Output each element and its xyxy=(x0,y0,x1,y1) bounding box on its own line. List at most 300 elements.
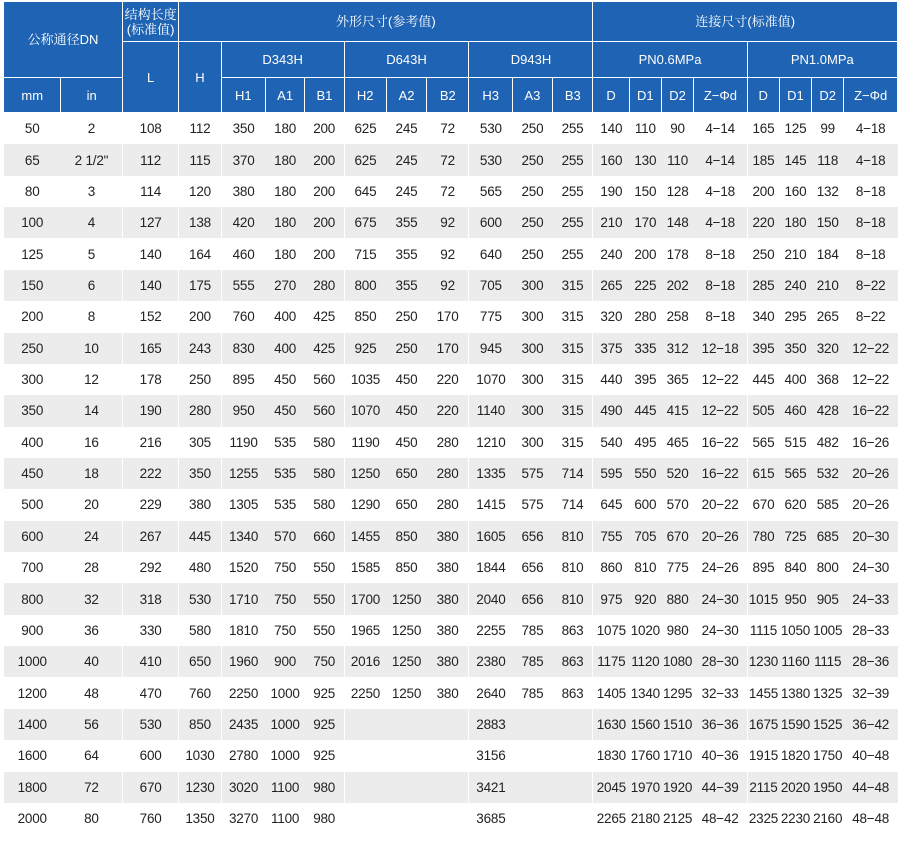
table-cell: 1080 xyxy=(661,646,693,677)
table-cell: 1020 xyxy=(629,615,661,646)
table-cell: 1630 xyxy=(593,709,629,740)
table-cell: 115 xyxy=(179,144,221,175)
table-cell: 8−18 xyxy=(694,301,747,332)
table-cell: 130 xyxy=(629,144,661,175)
table-cell xyxy=(344,772,386,803)
table-cell: 355 xyxy=(386,238,426,269)
table-cell: 99 xyxy=(812,113,844,145)
table-cell: 28−30 xyxy=(694,646,747,677)
table-cell: 128 xyxy=(661,176,693,207)
table-cell: 425 xyxy=(305,301,344,332)
header-sub-3: H2 xyxy=(344,78,386,113)
table-cell: 380 xyxy=(427,677,469,708)
table-cell: 925 xyxy=(305,740,344,771)
table-cell xyxy=(512,740,552,771)
table-cell: 810 xyxy=(629,552,661,583)
table-cell: 36−36 xyxy=(694,709,747,740)
table-cell: 2 1/2" xyxy=(61,144,122,175)
table-cell: 10 xyxy=(61,333,122,364)
table-cell: 1250 xyxy=(386,646,426,677)
table-cell: 44−39 xyxy=(694,772,747,803)
table-cell: 3421 xyxy=(469,772,512,803)
table-cell: 150 xyxy=(629,176,661,207)
header-d643h: D643H xyxy=(344,42,469,78)
table-cell: 315 xyxy=(553,301,593,332)
table-cell: 810 xyxy=(553,583,593,614)
table-cell: 1305 xyxy=(221,489,265,520)
table-cell: 320 xyxy=(593,301,629,332)
table-cell xyxy=(386,803,426,834)
table-cell: 800 xyxy=(4,583,61,614)
table-cell: 450 xyxy=(265,364,304,395)
valve-dimension-table xyxy=(3,1,898,834)
table-cell: 515 xyxy=(779,427,811,458)
table-body xyxy=(4,113,898,835)
table-row xyxy=(4,458,898,489)
table-cell: 863 xyxy=(553,615,593,646)
table-cell: 295 xyxy=(779,301,811,332)
table-cell: 335 xyxy=(629,333,661,364)
table-cell: 425 xyxy=(305,333,344,364)
table-cell: 80 xyxy=(4,176,61,207)
table-cell: 180 xyxy=(265,238,304,269)
table-cell: 220 xyxy=(747,207,779,238)
table-cell: 380 xyxy=(427,615,469,646)
table-cell: 750 xyxy=(305,646,344,677)
table-cell xyxy=(512,709,552,740)
table-cell: 150 xyxy=(812,207,844,238)
table-cell: 8−22 xyxy=(844,301,898,332)
table-cell: 1250 xyxy=(386,677,426,708)
header-sub-5: B2 xyxy=(427,78,469,113)
table-cell: 2125 xyxy=(661,803,693,834)
table-cell: 450 xyxy=(386,364,426,395)
table-cell: 175 xyxy=(179,270,221,301)
table-cell: 415 xyxy=(661,395,693,426)
table-cell: 2040 xyxy=(469,583,512,614)
table-cell: 900 xyxy=(4,615,61,646)
table-cell: 495 xyxy=(629,427,661,458)
table-cell: 1920 xyxy=(661,772,693,803)
table-cell: 132 xyxy=(812,176,844,207)
table-cell: 4−18 xyxy=(844,113,898,145)
table-cell: 920 xyxy=(629,583,661,614)
table-cell: 555 xyxy=(221,270,265,301)
table-cell: 1325 xyxy=(812,677,844,708)
table-cell: 72 xyxy=(61,772,122,803)
table-cell: 850 xyxy=(344,301,386,332)
table-cell: 8−18 xyxy=(844,176,898,207)
table-cell: 863 xyxy=(553,677,593,708)
table-cell: 1000 xyxy=(4,646,61,677)
table-row xyxy=(4,364,898,395)
table-cell: 1510 xyxy=(661,709,693,740)
table-cell: 1710 xyxy=(661,740,693,771)
table-row xyxy=(4,176,898,207)
table-cell: 190 xyxy=(122,395,178,426)
table-cell: 645 xyxy=(593,489,629,520)
table-cell: 2160 xyxy=(812,803,844,834)
table-cell: 200 xyxy=(305,207,344,238)
table-cell: 565 xyxy=(469,176,512,207)
table-cell: 265 xyxy=(812,301,844,332)
header-l: L xyxy=(122,42,178,113)
table-cell: 190 xyxy=(593,176,629,207)
table-cell: 760 xyxy=(122,803,178,834)
table-cell: 570 xyxy=(661,489,693,520)
table-cell: 535 xyxy=(265,458,304,489)
table-cell: 2250 xyxy=(221,677,265,708)
table-cell: 2000 xyxy=(4,803,61,834)
table-cell: 250 xyxy=(512,207,552,238)
table-cell: 1035 xyxy=(344,364,386,395)
table-cell: 1750 xyxy=(812,740,844,771)
table-cell: 112 xyxy=(122,144,178,175)
table-cell: 650 xyxy=(179,646,221,677)
table-cell: 1800 xyxy=(4,772,61,803)
table-cell: 2180 xyxy=(629,803,661,834)
table-cell: 152 xyxy=(122,301,178,332)
table-cell: 714 xyxy=(553,489,593,520)
table-cell: 1340 xyxy=(221,521,265,552)
table-cell: 705 xyxy=(629,521,661,552)
table-cell: 1844 xyxy=(469,552,512,583)
table-cell: 280 xyxy=(427,489,469,520)
table-cell: 320 xyxy=(812,333,844,364)
table-row xyxy=(4,301,898,332)
table-cell: 92 xyxy=(427,207,469,238)
table-cell: 20−26 xyxy=(844,489,898,520)
table-cell: 20−22 xyxy=(694,489,747,520)
table-cell: 225 xyxy=(629,270,661,301)
table-cell: 300 xyxy=(512,301,552,332)
table-row xyxy=(4,803,898,834)
table-cell: 4−14 xyxy=(694,144,747,175)
table-cell: 350 xyxy=(179,458,221,489)
table-cell: 1050 xyxy=(779,615,811,646)
table-cell: 505 xyxy=(747,395,779,426)
table-cell: 16−22 xyxy=(694,427,747,458)
table-cell: 300 xyxy=(512,364,552,395)
table-cell: 180 xyxy=(265,176,304,207)
table-cell: 36 xyxy=(61,615,122,646)
table-cell: 32 xyxy=(61,583,122,614)
table-cell: 255 xyxy=(553,207,593,238)
table-cell: 1075 xyxy=(593,615,629,646)
table-cell: 40−48 xyxy=(844,740,898,771)
table-cell: 850 xyxy=(386,552,426,583)
table-cell: 1405 xyxy=(593,677,629,708)
table-cell: 580 xyxy=(305,489,344,520)
table-cell: 4 xyxy=(61,207,122,238)
table-cell: 12−22 xyxy=(694,364,747,395)
table-row xyxy=(4,772,898,803)
table-cell: 300 xyxy=(512,395,552,426)
table-cell: 2255 xyxy=(469,615,512,646)
table-cell: 540 xyxy=(593,427,629,458)
table-cell: 1070 xyxy=(344,395,386,426)
table-cell: 24−33 xyxy=(844,583,898,614)
table-cell: 14 xyxy=(61,395,122,426)
table-cell: 480 xyxy=(179,552,221,583)
table-cell: 24−30 xyxy=(844,552,898,583)
table-cell: 380 xyxy=(427,583,469,614)
table-cell: 65 xyxy=(4,144,61,175)
table-cell: 20−26 xyxy=(694,521,747,552)
table-cell: 1190 xyxy=(344,427,386,458)
table-cell: 112 xyxy=(179,113,221,145)
table-cell: 114 xyxy=(122,176,178,207)
table-cell: 1160 xyxy=(779,646,811,677)
table-cell: 465 xyxy=(661,427,693,458)
table-cell: 56 xyxy=(61,709,122,740)
table-cell: 1600 xyxy=(4,740,61,771)
table-cell: 785 xyxy=(512,615,552,646)
table-cell: 1250 xyxy=(344,458,386,489)
table-cell: 16 xyxy=(61,427,122,458)
table-cell: 980 xyxy=(661,615,693,646)
table-cell: 2435 xyxy=(221,709,265,740)
table-cell: 18 xyxy=(61,458,122,489)
table-cell: 445 xyxy=(179,521,221,552)
table-cell: 840 xyxy=(779,552,811,583)
table-cell: 1100 xyxy=(265,772,304,803)
table-cell: 165 xyxy=(747,113,779,145)
table-cell: 160 xyxy=(593,144,629,175)
table-cell: 1915 xyxy=(747,740,779,771)
table-cell: 180 xyxy=(265,113,304,145)
table-cell: 445 xyxy=(747,364,779,395)
table-cell xyxy=(427,709,469,740)
table-cell: 1000 xyxy=(265,740,304,771)
table-cell: 140 xyxy=(122,238,178,269)
table-cell: 280 xyxy=(427,458,469,489)
table-cell: 250 xyxy=(512,176,552,207)
table-cell: 650 xyxy=(386,489,426,520)
table-cell: 535 xyxy=(265,489,304,520)
table-cell: 280 xyxy=(629,301,661,332)
table-cell: 950 xyxy=(779,583,811,614)
table-cell: 16−26 xyxy=(844,427,898,458)
table-cell: 400 xyxy=(779,364,811,395)
table-cell xyxy=(553,709,593,740)
table-cell: 2250 xyxy=(344,677,386,708)
table-cell: 600 xyxy=(469,207,512,238)
table-cell: 2 xyxy=(61,113,122,145)
table-cell: 1255 xyxy=(221,458,265,489)
table-cell: 550 xyxy=(305,583,344,614)
table-cell: 580 xyxy=(305,427,344,458)
table-cell: 280 xyxy=(305,270,344,301)
table-cell: 148 xyxy=(661,207,693,238)
table-cell: 700 xyxy=(4,552,61,583)
table-cell: 24 xyxy=(61,521,122,552)
header-sub-15: D2 xyxy=(812,78,844,113)
table-cell: 40−36 xyxy=(694,740,747,771)
table-cell: 535 xyxy=(265,427,304,458)
table-cell: 164 xyxy=(179,238,221,269)
table-cell: 245 xyxy=(386,176,426,207)
table-row xyxy=(4,677,898,708)
table-cell: 220 xyxy=(427,395,469,426)
table-cell: 550 xyxy=(305,615,344,646)
table-cell: 380 xyxy=(221,176,265,207)
table-cell: 755 xyxy=(593,521,629,552)
table-cell: 450 xyxy=(265,395,304,426)
table-cell: 925 xyxy=(344,333,386,364)
table-row xyxy=(4,521,898,552)
table-cell: 2230 xyxy=(779,803,811,834)
table-cell: 127 xyxy=(122,207,178,238)
table-cell: 8−18 xyxy=(694,270,747,301)
table-cell: 570 xyxy=(265,521,304,552)
table-cell: 810 xyxy=(553,521,593,552)
table-cell: 925 xyxy=(305,677,344,708)
table-cell: 810 xyxy=(553,552,593,583)
table-cell: 36−42 xyxy=(844,709,898,740)
table-cell: 120 xyxy=(179,176,221,207)
table-cell: 625 xyxy=(344,144,386,175)
table-cell: 1950 xyxy=(812,772,844,803)
table-cell: 428 xyxy=(812,395,844,426)
table-cell: 575 xyxy=(512,489,552,520)
table-cell: 255 xyxy=(553,176,593,207)
table-cell: 1960 xyxy=(221,646,265,677)
table-cell: 2115 xyxy=(747,772,779,803)
table-cell: 3 xyxy=(61,176,122,207)
table-cell: 600 xyxy=(122,740,178,771)
table-cell: 292 xyxy=(122,552,178,583)
table-cell: 395 xyxy=(747,333,779,364)
table-cell: 150 xyxy=(4,270,61,301)
table-row xyxy=(4,615,898,646)
table-cell: 32−33 xyxy=(694,677,747,708)
table-cell: 370 xyxy=(221,144,265,175)
table-cell: 125 xyxy=(4,238,61,269)
table-cell: 550 xyxy=(629,458,661,489)
table-cell: 8−18 xyxy=(844,207,898,238)
table-cell: 350 xyxy=(221,113,265,145)
table-cell: 160 xyxy=(779,176,811,207)
table-cell: 280 xyxy=(427,427,469,458)
table-cell: 625 xyxy=(344,113,386,145)
table-cell: 4−14 xyxy=(694,113,747,145)
header-dn: 公称通径DN xyxy=(4,2,123,78)
table-cell: 1115 xyxy=(812,646,844,677)
table-cell: 50 xyxy=(4,113,61,145)
table-cell: 200 xyxy=(4,301,61,332)
header-sub-14: D1 xyxy=(779,78,811,113)
table-cell xyxy=(427,772,469,803)
table-cell: 280 xyxy=(179,395,221,426)
table-row xyxy=(4,207,898,238)
table-cell: 250 xyxy=(512,238,552,269)
table-cell: 675 xyxy=(344,207,386,238)
table-cell: 1585 xyxy=(344,552,386,583)
table-cell: 12−22 xyxy=(844,364,898,395)
table-cell: 800 xyxy=(812,552,844,583)
table-cell: 1520 xyxy=(221,552,265,583)
table-cell: 255 xyxy=(553,113,593,145)
table-cell: 1250 xyxy=(386,615,426,646)
table-cell: 250 xyxy=(4,333,61,364)
table-cell: 520 xyxy=(661,458,693,489)
table-cell: 200 xyxy=(305,113,344,145)
table-cell: 318 xyxy=(122,583,178,614)
table-cell: 410 xyxy=(122,646,178,677)
header-connect: 连接尺寸(标准值) xyxy=(593,2,898,42)
table-cell: 2883 xyxy=(469,709,512,740)
table-cell: 530 xyxy=(469,113,512,145)
table-cell: 3020 xyxy=(221,772,265,803)
table-cell: 140 xyxy=(122,270,178,301)
table-cell: 490 xyxy=(593,395,629,426)
table-cell: 315 xyxy=(553,427,593,458)
table-cell: 185 xyxy=(747,144,779,175)
table-cell: 312 xyxy=(661,333,693,364)
table-cell: 2020 xyxy=(779,772,811,803)
table-cell: 1335 xyxy=(469,458,512,489)
table-cell: 8−22 xyxy=(844,270,898,301)
table-cell: 1340 xyxy=(629,677,661,708)
table-cell: 265 xyxy=(593,270,629,301)
table-cell: 905 xyxy=(812,583,844,614)
table-cell: 1115 xyxy=(747,615,779,646)
table-row xyxy=(4,333,898,364)
table-cell: 350 xyxy=(779,333,811,364)
table-cell: 300 xyxy=(512,333,552,364)
table-cell: 650 xyxy=(386,458,426,489)
table-cell: 560 xyxy=(305,395,344,426)
table-cell: 300 xyxy=(512,270,552,301)
header-sub-7: A3 xyxy=(512,78,552,113)
table-cell: 20−30 xyxy=(844,521,898,552)
table-cell: 90 xyxy=(661,113,693,145)
table-cell: 4−18 xyxy=(844,144,898,175)
table-cell: 64 xyxy=(61,740,122,771)
table-cell: 1400 xyxy=(4,709,61,740)
table-cell: 270 xyxy=(265,270,304,301)
header-sub-16: Z−Φd xyxy=(844,78,898,113)
table-cell: 200 xyxy=(305,238,344,269)
header-sub-6: H3 xyxy=(469,78,512,113)
table-cell: 3156 xyxy=(469,740,512,771)
table-cell: 656 xyxy=(512,583,552,614)
table-cell: 210 xyxy=(779,238,811,269)
table-cell: 250 xyxy=(512,144,552,175)
header-in: in xyxy=(61,78,122,113)
table-cell: 530 xyxy=(469,144,512,175)
table-cell: 1710 xyxy=(221,583,265,614)
table-cell: 1350 xyxy=(179,803,221,834)
table-cell: 1380 xyxy=(779,677,811,708)
table-cell: 380 xyxy=(427,646,469,677)
table-cell xyxy=(553,740,593,771)
table-cell: 565 xyxy=(747,427,779,458)
table-cell: 550 xyxy=(305,552,344,583)
table-cell: 108 xyxy=(122,113,178,145)
table-cell: 1290 xyxy=(344,489,386,520)
table-cell: 532 xyxy=(812,458,844,489)
table-cell: 170 xyxy=(427,333,469,364)
table-cell: 3685 xyxy=(469,803,512,834)
table-cell: 16−22 xyxy=(694,458,747,489)
table-cell: 355 xyxy=(386,270,426,301)
table-cell: 785 xyxy=(512,646,552,677)
table-cell: 750 xyxy=(265,615,304,646)
table-cell: 24−30 xyxy=(694,615,747,646)
table-cell: 40 xyxy=(61,646,122,677)
